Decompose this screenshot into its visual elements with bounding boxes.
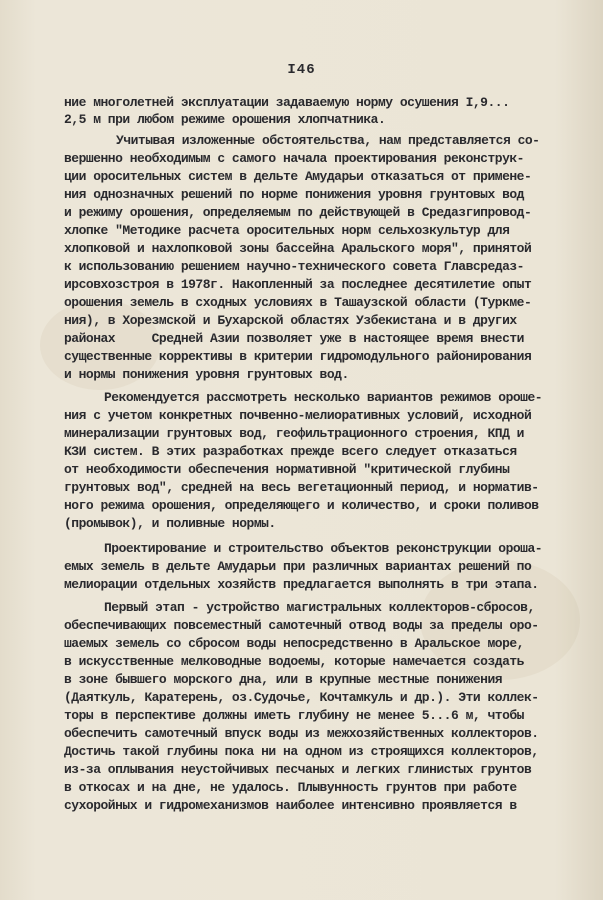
text-line: и нормы понижения уровня грунтовых вод. bbox=[64, 367, 349, 382]
text-line: минерализации грунтовых вод, геофильтрационного строения, КПД и bbox=[64, 426, 524, 441]
text-line: орошения земель в сходных условиях в Ташаузской области (Туркме- bbox=[64, 295, 532, 310]
text-line: в искусственные мелководные водоемы, которые намечается создать bbox=[64, 654, 524, 669]
text-line: из-за оплывания неустойчивых песчаных и легких глинистых грунтов bbox=[64, 762, 532, 777]
text-line: (промывок), и поливные нормы. bbox=[64, 516, 276, 531]
text-line: существенные коррективы в критерии гидромодульного районирования bbox=[64, 349, 532, 364]
text-line: обеспечивающих повсеместный самотечный отвод воды за пределы оро- bbox=[64, 618, 539, 633]
text-line: (Даяткуль, Каратерень, оз.Судочье, Кочтамкуль и др.). Эти коллек- bbox=[64, 690, 539, 705]
text-line: ния), в Хорезмской и Бухарской областях Узбекистана и в других bbox=[64, 313, 517, 328]
text-line: Рекомендуется рассмотреть несколько вариантов режимов ороше- bbox=[104, 390, 543, 405]
text-line: мелиорации отдельных хозяйств предлагается выполнять в три этапа. bbox=[64, 577, 539, 592]
text-line: Первый этап - устройство магистральных коллекторов-сбросов, bbox=[104, 600, 535, 615]
page-number: I46 bbox=[287, 62, 316, 78]
text-line: торы в перспективе должны иметь глубину не менее 5...6 м, чтобы bbox=[64, 708, 524, 723]
text-line: ния однозначных решений по норме понижения уровня грунтовых вод bbox=[64, 187, 524, 202]
text-line: 2,5 м при любом режиме орошения хлопчатника. bbox=[64, 112, 386, 127]
text-line: емых земель в дельте Амударьи при различных вариантах решений по bbox=[64, 559, 532, 574]
text-line: ния с учетом конкретных почвенно-мелиоративных условий, исходной bbox=[64, 408, 532, 423]
text-line: шаемых земель со сбросом воды непосредственно в Аральское море, bbox=[64, 636, 524, 651]
text-line: Проектирование и строительство объектов реконструкции ороша- bbox=[104, 541, 543, 556]
text-line: ции оросительных систем в дельте Амударьи отказаться от примене- bbox=[64, 169, 532, 184]
text-line: КЗИ систем. В этих разработках прежде всего следует отказаться bbox=[64, 444, 517, 459]
text-line: Достичь такой глубины пока ни на одном из строящихся коллекторов, bbox=[64, 744, 539, 759]
text-line: к использованию решением научно-технического совета Главсредаз- bbox=[64, 259, 524, 274]
text-line: Учитывая изложенные обстоятельства, нам представляется со- bbox=[116, 133, 540, 148]
text-line: ирсовхозстроя в 1978г. Накопленный за последнее десятилетие опыт bbox=[64, 277, 532, 292]
text-line: ного режима орошения, определяющего и количество, и сроки поливов bbox=[64, 498, 539, 513]
text-line: в зоне бывшего морского дна, или в крупные местные понижения bbox=[64, 672, 503, 687]
text-line: вершенно необходимым с самого начала проектирования реконструк- bbox=[64, 151, 524, 166]
text-line: обеспечить самотечный впуск воды из межхозяйственных коллекторов. bbox=[64, 726, 539, 741]
text-line: сухоройных и гидромеханизмов наиболее интенсивно проявляется в bbox=[64, 798, 517, 813]
text-line: грунтовых вод", средней на весь вегетационный период, и норматив- bbox=[64, 480, 539, 495]
text-line: хлопке "Методике расчета оросительных норм сельхозкультур для bbox=[64, 223, 510, 238]
text-line: в откосах и на дне, не удалось. Плывунность грунтов при работе bbox=[64, 780, 517, 795]
text-line: ние многолетней эксплуатации задаваемую норму осушения I,9... bbox=[64, 95, 510, 110]
text-line: хлопковой и нахлопковой зоны бассейна Аральского моря", принятой bbox=[64, 241, 532, 256]
text-line: районах Средней Азии позволяет уже в настоящее время внести bbox=[64, 331, 524, 346]
text-line: от необходимости обеспечения нормативной "критической глубины bbox=[64, 462, 510, 477]
text-line: и режиму орошения, определяемым по действующей в Средазгипровод- bbox=[64, 205, 532, 220]
